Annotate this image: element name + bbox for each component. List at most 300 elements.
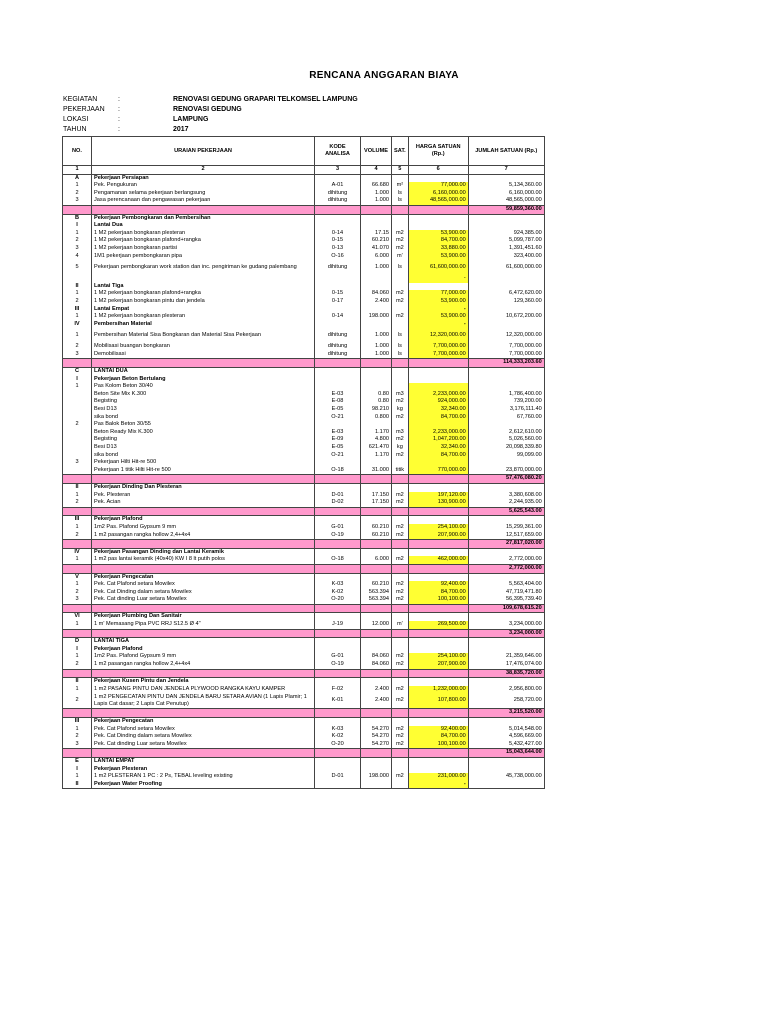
table-row (63, 589, 545, 597)
info-label: KEGIATAN (63, 96, 98, 103)
cell-jumlah: 45,738,000.00 (468, 773, 544, 781)
table-row (63, 444, 545, 452)
cell-sat: m2 (392, 524, 409, 532)
cell-jumlah: 5,134,360.00 (468, 182, 544, 190)
cell-kode: 0-15 (315, 290, 361, 298)
cell-sat (392, 368, 409, 376)
section-row (63, 483, 545, 491)
cell-vol (361, 421, 392, 429)
cell-desc: Pekerjaan Pasangan Dinding dan Lantai Keramik (92, 548, 315, 556)
cell-desc: 1m2 Pas. Plafond Gypsum 9 mm (92, 653, 315, 661)
cell-jumlah (468, 573, 544, 581)
cell-no (63, 467, 92, 475)
cell-vol: 1.000 (361, 328, 392, 343)
cell-vol (361, 613, 392, 621)
cell-no: IV (63, 321, 92, 329)
cell-kode (315, 283, 361, 291)
cell-vol: 84.060 (361, 653, 392, 661)
cell-no: 3 (63, 741, 92, 749)
cell-kode (315, 359, 361, 368)
cell-sat: m2 (392, 230, 409, 238)
cell-harga (408, 709, 468, 718)
cell-jumlah (468, 638, 544, 646)
cell-kode: O-20 (315, 596, 361, 604)
cell-jumlah: 258,720.00 (468, 693, 544, 709)
cell-jumlah: 99,099.00 (468, 452, 544, 460)
cell-harga (408, 383, 468, 391)
cell-kode: E-09 (315, 436, 361, 444)
cell-desc: Pekerjaan Plafond (92, 646, 315, 654)
cell-sat: m2 (392, 499, 409, 507)
cell-sat: m' (392, 253, 409, 261)
cell-jumlah: 2,956,800.00 (468, 686, 544, 694)
cell-no: 2 (63, 190, 92, 198)
cell-no: 3 (63, 197, 92, 205)
cell-jumlah: 2,772,000.00 (468, 564, 544, 573)
cell-desc: 1 M2 pekerjaan bongkaran plafond+rangka (92, 237, 315, 245)
cell-no (63, 669, 92, 678)
section-row (63, 306, 545, 314)
cell-sat (392, 629, 409, 638)
cell-harga: 100,100.00 (408, 741, 468, 749)
cell-vol: 54.270 (361, 726, 392, 734)
cell-vol: 54.270 (361, 741, 392, 749)
cell-harga: 207,900.00 (408, 532, 468, 540)
cell-no: 1 (63, 686, 92, 694)
cell-sat: m2 (392, 686, 409, 694)
table-row (63, 245, 545, 253)
cell-desc (92, 629, 315, 638)
cell-kode: dihitung (315, 190, 361, 198)
table-row (63, 429, 545, 437)
cell-desc: sika bond (92, 452, 315, 460)
cell-harga: 100,100.00 (408, 596, 468, 604)
cell-no: III (63, 306, 92, 314)
cell-desc: 1 M2 pekerjaan bongkaran partisi (92, 245, 315, 253)
table-row (63, 237, 545, 245)
cell-jumlah: 6,472,620.00 (468, 290, 544, 298)
cell-harga (408, 368, 468, 376)
cell-no: II (63, 678, 92, 686)
table-row (63, 197, 545, 205)
section-row (63, 214, 545, 222)
cell-sat: m3 (392, 429, 409, 437)
cell-jumlah (468, 368, 544, 376)
cell-no (63, 475, 92, 484)
cell-jumlah (468, 516, 544, 524)
cell-harga: 84,700.00 (408, 733, 468, 741)
cell-no: 4 (63, 253, 92, 261)
cell-jumlah: 5,432,427.00 (468, 741, 544, 749)
subtotal-row (63, 507, 545, 516)
col-header-uraian: URAIAN PEKERJAAN (92, 137, 315, 166)
cell-desc: 1 m2 pasangan rangka hollow 2,4+4x4 (92, 532, 315, 540)
cell-vol: 0.80 (361, 398, 392, 406)
cell-jumlah: 48,565,000.00 (468, 197, 544, 205)
cell-desc: Beton Site Mix K.300 (92, 391, 315, 399)
cell-jumlah: 129,360.00 (468, 298, 544, 306)
cell-kode: D-01 (315, 492, 361, 500)
cell-vol (361, 507, 392, 516)
cell-no: 2 (63, 661, 92, 669)
cell-desc: Begisting (92, 398, 315, 406)
column-number-row (63, 166, 545, 175)
cell-jumlah: 6,160,000.00 (468, 190, 544, 198)
cell-kode: 0-13 (315, 245, 361, 253)
section-row (63, 321, 545, 329)
info-label: PEKERJAAN (63, 106, 105, 113)
cell-vol (361, 383, 392, 391)
cell-vol (361, 766, 392, 774)
cell-vol (361, 214, 392, 222)
cell-desc: Pekerjaan Water Proofing (92, 781, 315, 789)
cell-vol: 198.000 (361, 773, 392, 781)
cell-harga: 231,000.00 (408, 773, 468, 781)
cell-sat (392, 222, 409, 230)
cell-sat: kg (392, 406, 409, 414)
cell-jumlah: 5,099,787.00 (468, 237, 544, 245)
cell-kode (315, 516, 361, 524)
project-info-row (63, 96, 463, 106)
cell-vol: 6.000 (361, 556, 392, 564)
cell-desc: 1 m2 PASANG PINTU DAN JENDELA PLYWOOD RANGKA KAYU KAMPER (92, 686, 315, 694)
section-row (63, 638, 545, 646)
table-row (63, 499, 545, 507)
cell-desc: Pek. Cat Dinding dalam setara Mowilex (92, 733, 315, 741)
cell-vol: 2.400 (361, 686, 392, 694)
cell-kode: dihitung (315, 351, 361, 359)
cell-kode (315, 214, 361, 222)
cell-sat (392, 613, 409, 621)
cell-desc: Pekerjaan Plesteran (92, 766, 315, 774)
cell-sat (392, 421, 409, 429)
cell-kode (315, 205, 361, 214)
cell-sat: kg (392, 444, 409, 452)
cell-jumlah: 12,320,000.00 (468, 328, 544, 343)
cell-jumlah: 109,678,615.20 (468, 604, 544, 613)
cell-desc: Demobilisasi (92, 351, 315, 359)
cell-kode (315, 222, 361, 230)
cell-sat: m2 (392, 693, 409, 709)
cell-kode (315, 475, 361, 484)
subtotal-row (63, 749, 545, 758)
table-row (63, 230, 545, 238)
section-row (63, 368, 545, 376)
cell-vol (361, 749, 392, 758)
cell-vol: 1.000 (361, 190, 392, 198)
cell-desc (92, 359, 315, 368)
table-row (63, 661, 545, 669)
cell-desc: 1 m2 PLESTERAN 1 PC : 2 Ps, TEBAL leveling existing (92, 773, 315, 781)
cell-vol: 60.210 (361, 532, 392, 540)
cell-desc: Besi D13 (92, 406, 315, 414)
cell-jumlah: 21,359,646.00 (468, 653, 544, 661)
cell-no (63, 709, 92, 718)
cell-sat (392, 174, 409, 182)
cell-vol: 0.800 (361, 414, 392, 422)
cell-harga (408, 638, 468, 646)
info-value: 2017 (173, 126, 189, 133)
cell-jumlah: 23,870,000.00 (468, 467, 544, 475)
cell-sat (392, 564, 409, 573)
cell-vol (361, 321, 392, 329)
cell-harga: 32,340.00 (408, 444, 468, 452)
cell-harga: 2,233,000.00 (408, 391, 468, 399)
cell-kode (315, 638, 361, 646)
table-row (63, 182, 545, 190)
cell-harga (408, 749, 468, 758)
cell-desc: Pembersihan Material Sisa Bongkaran dan Material Sisa Pekerjaan (92, 328, 315, 343)
cell-jumlah: 2,612,610.00 (468, 429, 544, 437)
cell-jumlah (468, 383, 544, 391)
cell-no: 1 (63, 290, 92, 298)
col-number: 6 (408, 166, 468, 175)
cell-sat (392, 507, 409, 516)
section-row (63, 678, 545, 686)
cell-vol: 31.000 (361, 467, 392, 475)
cell-desc: Lantai Empat (92, 306, 315, 314)
cell-vol (361, 306, 392, 314)
cell-sat: m2 (392, 237, 409, 245)
cell-harga (408, 718, 468, 726)
cell-jumlah: 3,234,000.00 (468, 629, 544, 638)
cell-no: III (63, 718, 92, 726)
cell-harga: 84,700.00 (408, 414, 468, 422)
cell-jumlah: 7,700,000.00 (468, 351, 544, 359)
cell-jumlah (468, 222, 544, 230)
cell-sat: m2 (392, 414, 409, 422)
cell-no: 2 (63, 237, 92, 245)
subtotal-row (63, 475, 545, 484)
cell-jumlah: 15,043,644.00 (468, 749, 544, 758)
cell-sat: m' (392, 621, 409, 629)
cell-jumlah: 17,476,074.00 (468, 661, 544, 669)
cell-kode: O-20 (315, 741, 361, 749)
cell-desc: 1 m' Memasang Pipa PVC RRJ S12.5 Ø 4" (92, 621, 315, 629)
cell-desc: Besi D13 (92, 444, 315, 452)
cell-jumlah: 12,517,659.00 (468, 532, 544, 540)
cell-no: B (63, 214, 92, 222)
table-row (63, 726, 545, 734)
cell-jumlah: 5,625,543.00 (468, 507, 544, 516)
cell-harga: 1,047,200.00 (408, 436, 468, 444)
cell-harga (408, 548, 468, 556)
cell-harga (408, 564, 468, 573)
cell-desc: 1m2 Pas. Plafond Gypsum 9 mm (92, 524, 315, 532)
cell-sat (392, 718, 409, 726)
cell-desc: Pekerjaan pembongkaran work station dan inc. pengiriman ke gudang palembang (92, 260, 315, 275)
cell-vol: 4.800 (361, 436, 392, 444)
cell-vol: 17.150 (361, 499, 392, 507)
cell-harga: - (408, 321, 468, 329)
cell-sat: ls (392, 197, 409, 205)
table-row (63, 351, 545, 359)
cell-desc: Lantai Tiga (92, 283, 315, 291)
cell-desc: Pas Balok Beton 30/55 (92, 421, 315, 429)
cell-vol (361, 564, 392, 573)
cell-vol: 1.170 (361, 452, 392, 460)
cell-jumlah (468, 548, 544, 556)
cell-vol: 198.000 (361, 313, 392, 321)
cell-desc: Pekerjaan Hilti Hit-re 500 (92, 459, 315, 467)
cell-harga: - (408, 781, 468, 789)
cell-no: 1 (63, 313, 92, 321)
cell-harga (408, 540, 468, 549)
cell-desc: sika bond (92, 414, 315, 422)
subtotal-row (63, 629, 545, 638)
cell-vol: 621.470 (361, 444, 392, 452)
cell-vol (361, 376, 392, 384)
cell-kode: dihitung (315, 328, 361, 343)
cell-kode (315, 383, 361, 391)
cell-jumlah (468, 718, 544, 726)
cell-harga: 770,000.00 (408, 467, 468, 475)
cell-harga: 12,320,000.00 (408, 328, 468, 343)
cell-harga (408, 678, 468, 686)
cell-kode (315, 613, 361, 621)
cell-sat: m2 (392, 581, 409, 589)
cell-vol: 41.070 (361, 245, 392, 253)
cell-vol (361, 781, 392, 789)
section-row (63, 718, 545, 726)
cell-vol (361, 174, 392, 182)
cell-jumlah: 61,600,000.00 (468, 260, 544, 275)
cell-no: 1 (63, 328, 92, 343)
table-row (63, 459, 545, 467)
cell-desc (92, 749, 315, 758)
cell-jumlah: 2,244,935.00 (468, 499, 544, 507)
cell-harga: 269,500.00 (408, 621, 468, 629)
cell-sat (392, 483, 409, 491)
cell-no: 2 (63, 733, 92, 741)
cell-jumlah: 114,333,203.60 (468, 359, 544, 368)
cell-jumlah: 3,176,111.40 (468, 406, 544, 414)
cell-harga: 53,900.00 (408, 298, 468, 306)
cell-jumlah (468, 757, 544, 765)
cell-desc: 1M1 pekerjaan pembongkaran pipa (92, 253, 315, 261)
cell-desc (92, 669, 315, 678)
cell-sat (392, 678, 409, 686)
cell-no: I (63, 376, 92, 384)
table-row (63, 653, 545, 661)
cell-sat: m2 (392, 773, 409, 781)
cell-desc: Pek. Acian (92, 499, 315, 507)
cell-kode: O-18 (315, 556, 361, 564)
cell-no: 1 (63, 726, 92, 734)
col-header-volume: VOLUME (361, 137, 392, 166)
cell-harga: - (408, 306, 468, 314)
info-label: LOKASI (63, 116, 89, 123)
cell-no: IV (63, 548, 92, 556)
project-info-row (63, 116, 463, 126)
cell-jumlah: 739,200.00 (468, 398, 544, 406)
cell-vol (361, 483, 392, 491)
cell-sat (392, 205, 409, 214)
cell-kode: O-18 (315, 467, 361, 475)
cell-jumlah (468, 376, 544, 384)
cell-vol: 60.210 (361, 524, 392, 532)
cell-vol: 1.000 (361, 197, 392, 205)
info-value: LAMPUNG (173, 116, 209, 123)
cell-no (63, 391, 92, 399)
cell-sat: m2 (392, 492, 409, 500)
cell-kode: O-21 (315, 414, 361, 422)
cell-kode: O-19 (315, 532, 361, 540)
table-row (63, 260, 545, 275)
cell-kode: E-03 (315, 429, 361, 437)
cell-kode: J-19 (315, 621, 361, 629)
cell-sat (392, 749, 409, 758)
cell-sat: ls (392, 351, 409, 359)
cell-jumlah: 5,014,548.00 (468, 726, 544, 734)
subtotal-row (63, 359, 545, 368)
cell-harga (408, 359, 468, 368)
section-row (63, 646, 545, 654)
cell-sat (392, 781, 409, 789)
cell-no: 1 (63, 492, 92, 500)
cell-jumlah: 5,563,404.00 (468, 581, 544, 589)
cell-desc: Jasa perencanaan dan pengawasan pekerjaan (92, 197, 315, 205)
subtotal-row (63, 669, 545, 678)
cell-jumlah: 56,395,739.40 (468, 596, 544, 604)
table-row (63, 328, 545, 343)
cell-harga: 84,700.00 (408, 452, 468, 460)
cell-kode (315, 275, 361, 283)
cell-kode: dihitung (315, 197, 361, 205)
cell-kode: O-21 (315, 452, 361, 460)
cell-desc (92, 275, 315, 283)
cell-jumlah: 59,859,360.00 (468, 205, 544, 214)
cell-no: 2 (63, 589, 92, 597)
cell-harga: 92,400.00 (408, 726, 468, 734)
cell-kode: E-05 (315, 444, 361, 452)
cell-jumlah (468, 678, 544, 686)
cell-sat: m2 (392, 589, 409, 597)
cell-no: 1 (63, 556, 92, 564)
cell-kode: E-03 (315, 391, 361, 399)
cell-harga (408, 205, 468, 214)
cell-jumlah (468, 214, 544, 222)
cell-harga: 84,700.00 (408, 237, 468, 245)
cell-harga: 130,900.00 (408, 499, 468, 507)
cell-harga: 197,120.00 (408, 492, 468, 500)
col-number: 4 (361, 166, 392, 175)
cell-harga: 924,000.00 (408, 398, 468, 406)
cell-sat (392, 321, 409, 329)
cell-jumlah: 67,760.00 (468, 414, 544, 422)
col-header-sat: SAT. (392, 137, 409, 166)
cell-desc: Begisting (92, 436, 315, 444)
cell-harga (408, 646, 468, 654)
cell-vol: 17.15 (361, 230, 392, 238)
cell-vol: 563.394 (361, 589, 392, 597)
section-row (63, 222, 545, 230)
cell-desc: LANTAI EMPAT (92, 757, 315, 765)
cell-vol: 84.060 (361, 661, 392, 669)
cell-vol (361, 205, 392, 214)
cell-jumlah: 20,098,339.80 (468, 444, 544, 452)
cell-jumlah: 7,700,000.00 (468, 343, 544, 351)
cell-vol (361, 275, 392, 283)
subtotal-row (63, 709, 545, 718)
cell-desc: 1 M2 pekerjaan bongkaran pintu dan jendela (92, 298, 315, 306)
cell-vol: 2.400 (361, 298, 392, 306)
cell-desc: Pas Kolom Beton 30/40 (92, 383, 315, 391)
cell-desc: Pek. Cat dinding Luar setara Mowilex (92, 596, 315, 604)
cell-vol: 12.000 (361, 621, 392, 629)
table-row (63, 452, 545, 460)
cell-no: 1 (63, 383, 92, 391)
